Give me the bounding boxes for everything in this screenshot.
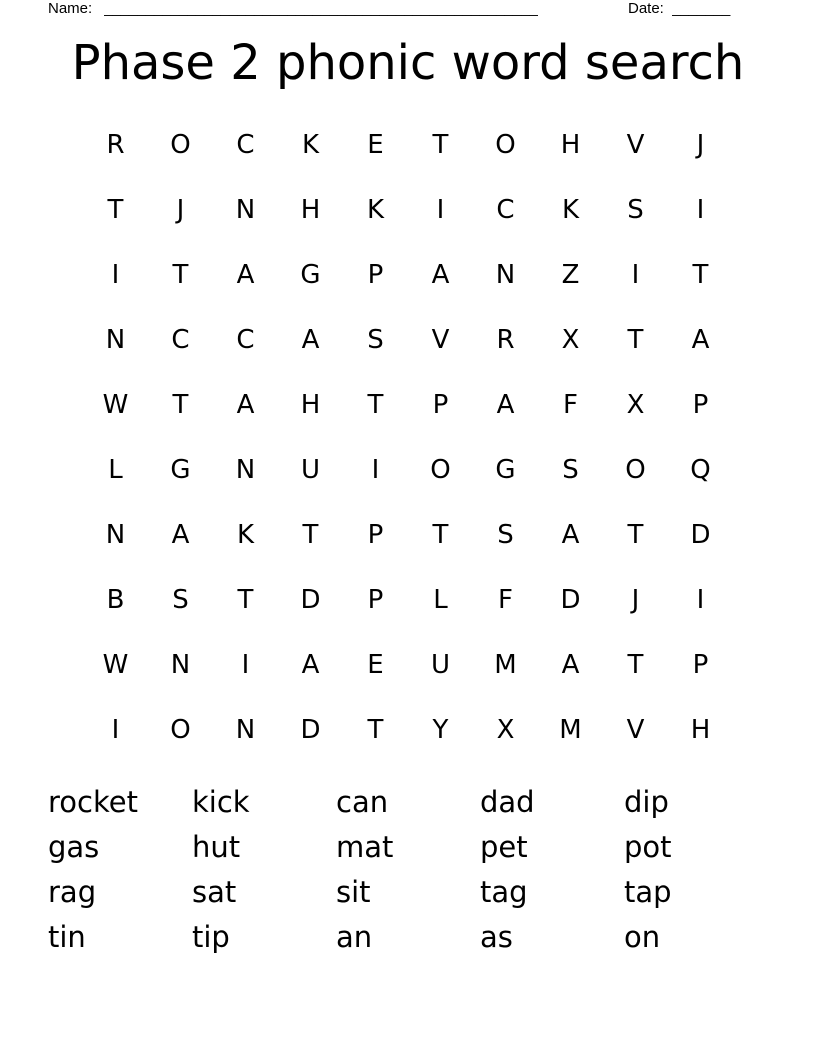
grid-letter[interactable]: E [367,649,384,680]
word-list-item: rocket [48,785,138,819]
grid-letter[interactable]: T [367,714,384,745]
grid-letter[interactable]: N [235,454,256,485]
grid-letter[interactable]: X [626,389,645,420]
date-field-line[interactable]: _______ [672,0,731,17]
grid-letter[interactable]: T [172,259,189,290]
grid-letter[interactable]: Q [690,454,711,485]
grid-letter[interactable]: A [561,519,580,550]
grid-letter[interactable]: I [631,259,640,290]
grid-letter[interactable]: X [496,714,515,745]
grid-letter[interactable]: U [300,454,321,485]
grid-letter[interactable]: M [494,649,517,680]
grid-letter[interactable]: H [300,389,321,420]
grid-letter[interactable]: A [236,389,255,420]
grid-letter[interactable]: V [626,129,645,160]
grid-letter[interactable]: P [692,389,709,420]
page-title: Phase 2 phonic word search [71,35,745,91]
grid-letter[interactable]: A [561,649,580,680]
grid-letter[interactable]: D [560,584,581,615]
grid-letter[interactable]: A [691,324,710,355]
grid-letter[interactable]: A [236,259,255,290]
grid-letter[interactable]: L [108,454,123,485]
grid-letter[interactable]: D [690,519,711,550]
grid-letter[interactable]: P [367,259,384,290]
letter-grid [83,112,733,762]
grid-letter[interactable]: L [433,584,448,615]
grid-letter[interactable]: B [106,584,125,615]
grid-letter[interactable]: S [497,519,514,550]
grid-letter[interactable]: J [696,129,705,160]
grid-letter[interactable]: I [111,714,120,745]
grid-letter[interactable]: I [241,649,250,680]
word-list-item: kick [192,785,250,819]
grid-letter[interactable]: E [367,129,384,160]
word-list-item: as [480,920,513,954]
grid-letter[interactable]: M [559,714,582,745]
grid-letter[interactable]: A [171,519,190,550]
grid-letter[interactable]: N [235,714,256,745]
grid-letter[interactable]: N [235,194,256,225]
word-list-item: tag [480,875,528,909]
grid-letter[interactable]: V [431,324,450,355]
word-list-item: hut [192,830,241,864]
grid-letter[interactable]: T [627,649,644,680]
grid-letter[interactable]: O [625,454,646,485]
word-list-item: tin [48,920,86,954]
grid-letter[interactable]: S [627,194,644,225]
grid-letter[interactable]: N [105,324,126,355]
grid-letter[interactable]: Z [561,259,580,290]
grid-letter[interactable]: D [300,584,321,615]
grid-letter[interactable]: O [430,454,451,485]
word-list-item: tap [624,875,672,909]
grid-letter[interactable]: H [300,194,321,225]
grid-letter[interactable]: O [170,129,191,160]
grid-letter[interactable]: I [436,194,445,225]
grid-letter[interactable]: T [302,519,319,550]
grid-letter[interactable]: T [692,259,709,290]
word-list-item: mat [336,830,394,864]
grid-letter[interactable]: T [627,519,644,550]
grid-letter[interactable]: S [367,324,384,355]
grid-letter[interactable]: T [432,519,449,550]
grid-letter[interactable]: G [300,259,321,290]
name-date-header [48,0,748,20]
grid-letter[interactable]: V [626,714,645,745]
grid-letter[interactable]: I [696,194,705,225]
grid-letter[interactable]: W [102,649,129,680]
grid-letter[interactable]: T [237,584,254,615]
grid-letter[interactable]: N [105,519,126,550]
grid-letter[interactable]: N [495,259,516,290]
grid-letter[interactable]: W [102,389,129,420]
grid-letter[interactable]: T [367,389,384,420]
word-list-item: pot [624,830,672,864]
grid-letter[interactable]: O [495,129,516,160]
grid-letter[interactable]: K [561,194,580,225]
grid-letter[interactable]: S [172,584,189,615]
grid-letter[interactable]: N [170,649,191,680]
grid-letter[interactable]: C [496,194,515,225]
word-list-item: sat [192,875,237,909]
grid-letter[interactable]: A [496,389,515,420]
word-list [48,780,768,960]
grid-letter[interactable]: P [367,519,384,550]
word-list-item: gas [48,830,100,864]
grid-letter[interactable]: G [495,454,516,485]
grid-letter[interactable]: I [111,259,120,290]
grid-letter[interactable]: T [107,194,124,225]
grid-letter[interactable]: A [301,649,320,680]
name-label: Name: [48,0,93,17]
word-list-item: can [336,785,389,819]
grid-letter[interactable]: R [106,129,125,160]
date-label: Date: [628,0,664,17]
grid-letter[interactable]: K [301,129,320,160]
word-list-item: on [624,920,661,954]
grid-letter[interactable]: P [367,584,384,615]
grid-letter[interactable]: A [431,259,450,290]
grid-letter[interactable]: X [561,324,580,355]
grid-letter[interactable]: H [560,129,581,160]
grid-letter[interactable]: I [696,584,705,615]
grid-letter[interactable]: I [371,454,380,485]
grid-letter[interactable]: F [498,584,513,615]
grid-letter[interactable]: K [366,194,385,225]
word-list-item: an [336,920,373,954]
grid-letter[interactable]: J [631,584,640,615]
grid-letter[interactable]: A [301,324,320,355]
grid-letter[interactable]: J [176,194,185,225]
grid-letter[interactable]: P [432,389,449,420]
name-field-line[interactable]: ____________________________________________________ [104,0,538,17]
word-list-item: pet [480,830,528,864]
grid-letter[interactable]: C [236,324,255,355]
grid-letter[interactable]: H [690,714,711,745]
grid-letter[interactable]: U [430,649,451,680]
grid-letter[interactable]: G [170,454,191,485]
grid-letter[interactable]: T [172,389,189,420]
word-list-item: dad [480,785,535,819]
word-list-item: rag [48,875,97,909]
grid-letter[interactable]: P [692,649,709,680]
grid-letter[interactable]: T [627,324,644,355]
word-list-item: sit [336,875,371,909]
grid-letter[interactable]: K [236,519,255,550]
grid-letter[interactable]: S [562,454,579,485]
word-list-item: tip [192,920,230,954]
grid-letter[interactable]: O [170,714,191,745]
word-list-item: dip [624,785,669,819]
grid-letter[interactable]: C [171,324,190,355]
grid-letter[interactable]: R [496,324,515,355]
grid-letter[interactable]: D [300,714,321,745]
grid-letter[interactable]: C [236,129,255,160]
grid-letter[interactable]: Y [432,714,449,745]
grid-letter[interactable]: T [432,129,449,160]
grid-letter[interactable]: F [563,389,578,420]
